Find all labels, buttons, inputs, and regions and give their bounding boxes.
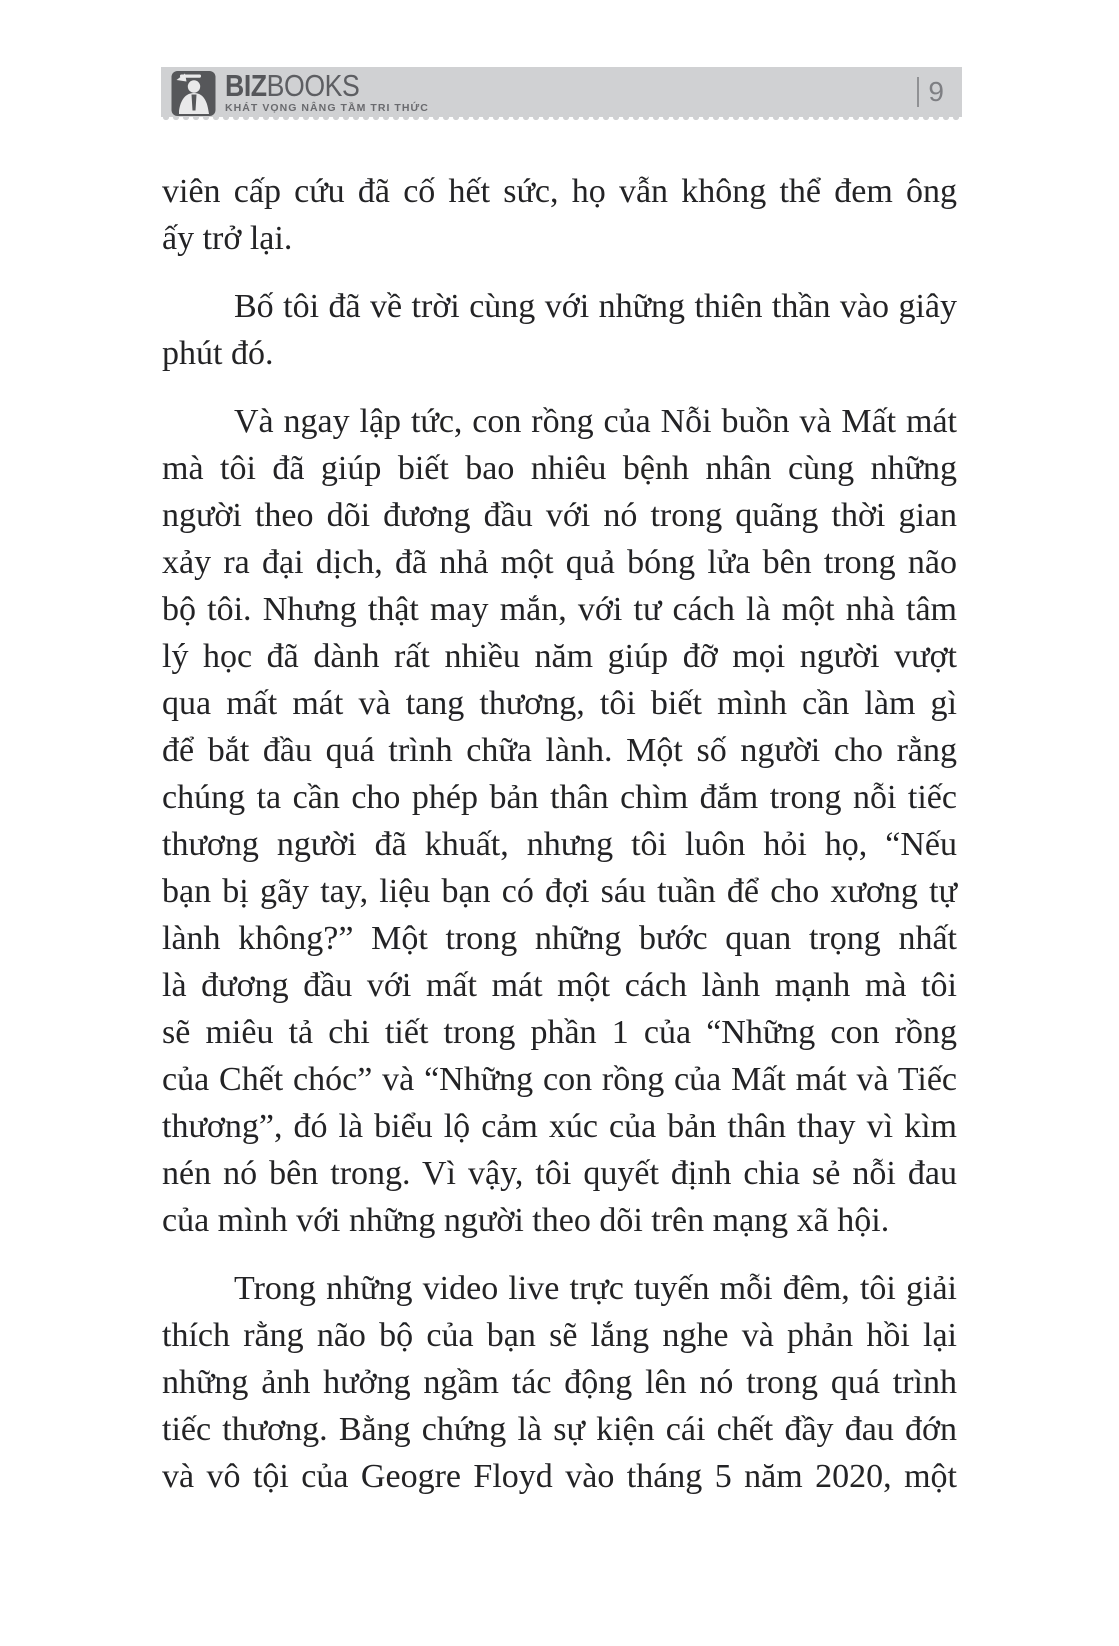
text-line: của Chết chóc” và “Những con rồng của Mất mát và Tiếc <box>162 1061 957 1098</box>
brand-name-books: BOOKS <box>266 67 360 103</box>
text-line: của mình với những người theo dõi trên mạng xã hội. <box>162 1202 890 1239</box>
text-line: thương người đã khuất, nhưng tôi luôn hỏi họ, “Nếu <box>162 826 957 863</box>
text-line: những ảnh hưởng ngầm tác động lên nó trong quá trình <box>162 1364 957 1401</box>
paragraph <box>162 168 957 262</box>
brand-block <box>225 67 429 114</box>
paragraph <box>162 398 957 1244</box>
paragraph <box>162 1265 957 1500</box>
text-line: mà tôi đã giúp biết bao nhiêu bệnh nhân cùng những <box>162 450 957 487</box>
text-line: thương”, đó là biểu lộ cảm xúc của bản thân thay vì kìm <box>162 1108 957 1145</box>
page-number-block <box>917 77 944 107</box>
text-line: sẽ miêu tả chi tiết trong phần 1 của “Những con rồng <box>162 1014 957 1051</box>
text-line: phút đó. <box>162 335 274 372</box>
page-number-separator <box>917 77 919 107</box>
brand-name-biz: BIZ <box>225 67 267 103</box>
text-line: người theo dõi đương đầu với nó trong quãng thời gian <box>162 497 957 534</box>
text-line: chúng ta cần cho phép bản thân chìm đắm trong nỗi tiếc <box>162 779 957 816</box>
text-line: lý học đã dành rất nhiều năm giúp đỡ mọi người vượt <box>162 638 957 675</box>
brand-wordmark <box>225 67 400 103</box>
paragraph <box>162 283 957 377</box>
text-line: qua mất mát và tang thương, tôi biết mình cần làm gì <box>162 685 957 722</box>
text-line: và vô tội của Geogre Floyd vào tháng 5 năm 2020, một <box>162 1458 957 1495</box>
text-line: để bắt đầu quá trình chữa lành. Một số người cho rằng <box>162 732 957 769</box>
page-number: 9 <box>928 76 944 107</box>
text-line: Và ngay lập tức, con rồng của Nỗi buồn và Mất mát <box>234 403 957 440</box>
header-bar <box>161 67 962 117</box>
text-line: Trong những video live trực tuyến mỗi đêm, tôi giải <box>234 1270 957 1307</box>
text-line: ấy trở lại. <box>162 220 293 257</box>
text-line: lành không?” Một trong những bước quan trọng nhất <box>162 920 957 957</box>
body-text <box>162 168 957 1500</box>
text-line: bộ tôi. Nhưng thật may mắn, với tư cách là một nhà tâm <box>162 591 957 628</box>
text-line: viên cấp cứu đã cố hết sức, họ vẫn không thể đem ông <box>162 173 957 210</box>
bizbooks-logo-icon <box>171 70 216 117</box>
text-line: xảy ra đại dịch, đã nhả một quả bóng lửa bên trong não <box>162 544 957 581</box>
text-line: Bố tôi đã về trời cùng với những thiên thần vào giây <box>234 288 957 325</box>
text-line: thích rằng não bộ của bạn sẽ lắng nghe và phản hồi lại <box>162 1317 957 1354</box>
text-line: nén nó bên trong. Vì vậy, tôi quyết định chia sẻ nỗi đau <box>162 1155 957 1192</box>
text-line: là đương đầu với mất mát một cách lành mạnh mà tôi <box>162 967 957 1004</box>
text-line: tiếc thương. Bằng chứng là sự kiện cái chết đầy đau đớn <box>162 1411 957 1448</box>
text-line: bạn bị gãy tay, liệu bạn có đợi sáu tuần để cho xương tự <box>162 873 957 910</box>
brand-tagline: KHÁT VỌNG NÂNG TẦM TRI THỨC <box>225 101 429 114</box>
